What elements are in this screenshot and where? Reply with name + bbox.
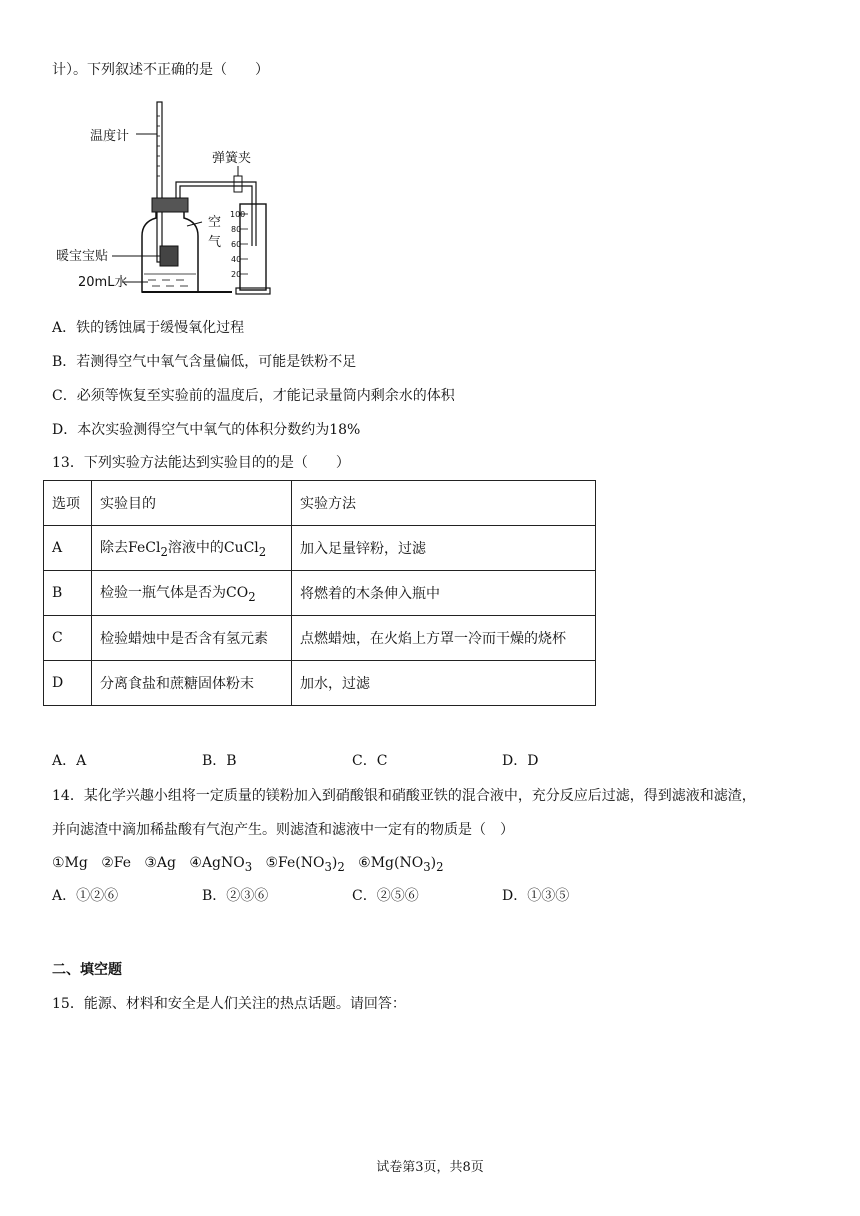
header-purpose: 实验目的: [92, 481, 292, 526]
q12-option-b: B．若测得空气中氧气含量偏低，可能是铁粉不足: [52, 354, 357, 370]
thermometer-label: 温度计: [90, 129, 130, 144]
page-footer: 试卷第3页，共8页: [376, 1160, 484, 1175]
air-label-2: 气: [208, 235, 222, 250]
q14-answer-b: B．②③⑥: [202, 888, 269, 904]
q14-answer-a: A．①②⑥: [52, 888, 119, 904]
q14-answer-d: D．①③⑤: [502, 888, 570, 904]
q12-option-d: D．本次实验测得空气中氧气的体积分数约为18%: [52, 422, 361, 438]
row-c-option: C: [44, 616, 92, 661]
q13-table: [43, 480, 596, 706]
q14-answers: [52, 886, 569, 906]
experiment-diagram: [52, 96, 292, 306]
q13-answer-d: D．D: [502, 753, 539, 769]
table-row: [44, 616, 596, 661]
scale-20: 20: [231, 270, 242, 279]
scale-60: 60: [231, 240, 242, 249]
row-a-method: 加入足量锌粉，过滤: [292, 526, 596, 571]
q12-option-c: C．必须等恢复至实验前的温度后，才能记录量筒内剩余水的体积: [52, 388, 455, 404]
row-a-purpose: 除去FeCl$_2$溶液中的CuCl$_2$: [92, 526, 292, 571]
q14-answer-c: C．②⑤⑥: [352, 888, 419, 904]
warmer-label: 暖宝宝贴: [56, 249, 109, 264]
q14-stem-line1: 14．某化学兴趣小组将一定质量的镁粉加入到硝酸银和硝酸亚铁的混合液中，充分反应后过滤，得到滤液和滤渣，: [52, 788, 756, 804]
section-title: 二、填空题: [52, 962, 122, 978]
water-label: 20mL水: [78, 275, 128, 290]
q13-answer-b: B．B: [202, 753, 237, 769]
header-option: 选项: [44, 481, 92, 526]
header-method: 实验方法: [292, 481, 596, 526]
q13-answers: [52, 751, 538, 771]
row-c-method: 点燃蜡烛，在火焰上方罩一冷而干燥的烧杯: [292, 616, 596, 661]
q13-answer-c: C．C: [352, 753, 388, 769]
scale-80: 80: [231, 225, 242, 234]
table-header-row: [44, 481, 596, 526]
row-d-purpose: 分离食盐和蔗糖固体粉末: [92, 661, 292, 706]
q12-option-a: A．铁的锈蚀属于缓慢氧化过程: [52, 320, 245, 336]
q13-stem: 13．下列实验方法能达到实验目的的是（ ）: [52, 455, 350, 471]
q14-items: ①Mg ②Fe ③Ag ④AgNO$_3$ $⑤Fe(NO_3)_2$ $⑥Mg(NO_3)_2$: [52, 855, 444, 874]
row-b-method: 将燃着的木条伸入瓶中: [292, 571, 596, 616]
row-d-option: D: [44, 661, 92, 706]
row-b-option: B: [44, 571, 92, 616]
clamp-label: 弹簧夹: [212, 151, 252, 166]
table-row: [44, 571, 596, 616]
row-c-purpose: 检验蜡烛中是否含有氢元素: [92, 616, 292, 661]
q12-stem-tail: 计）。下列叙述不正确的是（ ）: [52, 62, 269, 78]
scale-40: 40: [231, 255, 242, 264]
table-row: [44, 661, 596, 706]
table-row: [44, 526, 596, 571]
q13-answer-a: A．A: [52, 753, 87, 769]
row-b-purpose: 检验一瓶气体是否为$CO_2$: [92, 571, 292, 616]
q14-stem-line2: 并向滤渣中滴加稀盐酸有气泡产生。则滤渣和滤液中一定有的物质是（ ）: [52, 822, 514, 838]
scale-100: 100: [230, 210, 246, 219]
q15-stem: 15．能源、材料和安全是人们关注的热点话题。请回答：: [52, 996, 406, 1012]
warmer-patch: [160, 246, 178, 266]
row-a-option: A: [44, 526, 92, 571]
row-d-method: 加水，过滤: [292, 661, 596, 706]
air-label-1: 空: [208, 215, 222, 230]
